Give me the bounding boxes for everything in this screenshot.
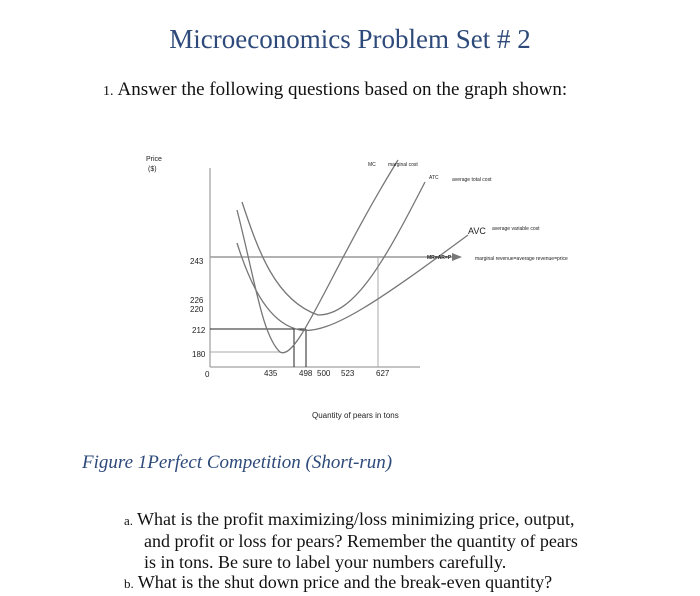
y-axis-unit: ($) — [148, 166, 157, 173]
y-tick-180: 180 — [192, 350, 206, 359]
x-axis-label: Quantity of pears in tons — [312, 411, 399, 420]
cost-curves-chart — [0, 140, 700, 440]
sub-a-line3: is in tons. Be sure to label your numbers carefully. — [144, 552, 507, 572]
avc-name: average variable cost — [492, 226, 540, 232]
mr-label: MR=AR=P — [427, 255, 452, 261]
document-title: Microeconomics Problem Set # 2 — [169, 24, 531, 54]
y-tick-243: 243 — [190, 257, 204, 266]
avc-curve — [237, 235, 468, 330]
sub-a-line2: and profit or loss for pears? Remember the quantity of pears — [144, 531, 578, 551]
x-tick-523: 523 — [341, 369, 355, 378]
sub-b-text: What is the shut down price and the break-even quantity? — [137, 572, 553, 592]
y-tick-220: 220 — [190, 305, 204, 314]
sub-a-label: a. — [124, 513, 134, 528]
question-text: Answer the following questions based on the graph shown: — [117, 79, 568, 100]
atc-curve — [242, 182, 425, 315]
y-tick-212: 212 — [192, 326, 206, 335]
mr-arrow — [452, 253, 462, 261]
atc-name: average total cost — [452, 177, 492, 183]
y-tick-226: 226 — [190, 296, 204, 305]
question-number: 1. — [103, 84, 114, 99]
x-tick-435: 435 — [264, 369, 278, 378]
question-1 — [103, 79, 567, 101]
x-tick-500: 500 — [317, 369, 331, 378]
x-tick-498: 498 — [299, 369, 313, 378]
mr-name: marginal revenue=average revenue=price — [475, 256, 568, 262]
atc-label: ATC — [429, 175, 439, 181]
sub-question-b — [124, 572, 624, 594]
mc-name: marginal cost — [388, 162, 418, 168]
figure-caption: Figure 1Perfect Competition (Short-run) — [82, 452, 393, 473]
y-axis-label: Price — [146, 156, 162, 163]
origin-label: 0 — [205, 370, 210, 379]
mc-label: MC — [368, 162, 376, 168]
x-tick-627: 627 — [376, 369, 390, 378]
sub-b-label: b. — [124, 576, 134, 591]
avc-label: AVC — [468, 226, 486, 236]
sub-question-a — [124, 509, 624, 573]
sub-a-line1: What is the profit maximizing/loss minimizing price, output, — [137, 509, 575, 529]
